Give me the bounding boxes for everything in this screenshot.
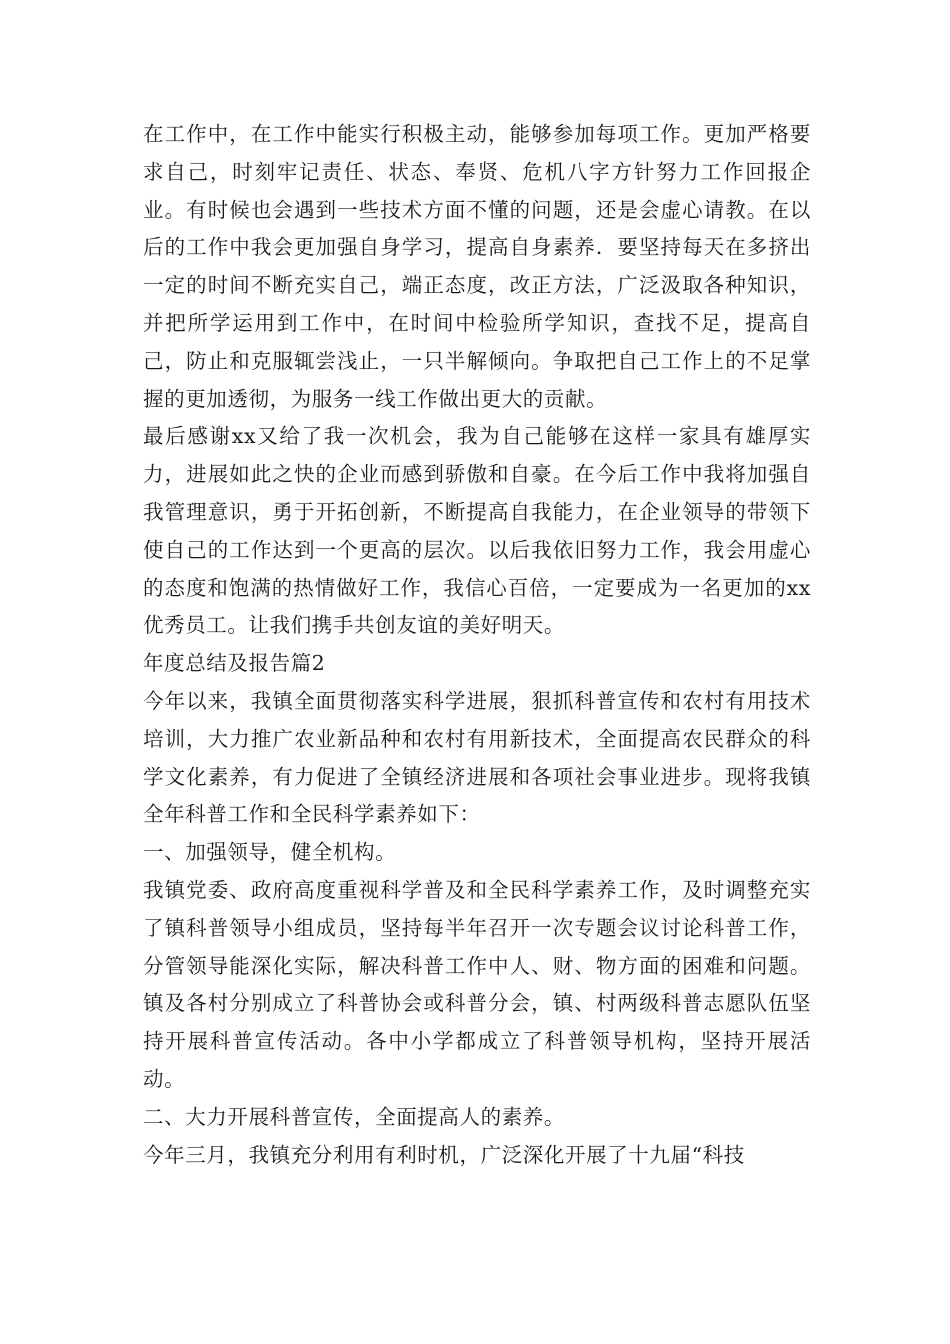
document-body: [143, 116, 811, 1174]
paragraph-work-attitude: 在工作中，在工作中能实行积极主动，能够参加每项工作。更加严格要求自己，时刻牢记责任、状态、奉贤、危机八字方针努力工作回报企业。有时候也会遇到一些技术方面不懂的问题，还是会虚心请教。在以后的工作中我会更加强自身学习，提高自身素养．要坚持每天在多挤出一定的时间不断充实自己，端正态度，改正方法，广泛汲取各种知识，并把所学运用到工作中，在时间中检验所学知识，查找不足，提高自己，防止和克服辄尝浅止，一只半解倾向。争取把自己工作上的不足掌握的更加透彻，为服务一线工作做出更大的贡献。: [143, 122, 811, 411]
paragraph-thanks: 最后感谢xx又给了我一次机会，我为自己能够在这样一家具有雄厚实力，进展如此之快的企业而感到骄傲和自豪。在今后工作中我将加强自我管理意识，勇于开拓创新，不断提高自我能力，在企业领导的带领下使自己的工作达到一个更高的层次。以后我依旧努力工作，我会用虚心的态度和饱满的热情做好工作，我信心百倍，一定要成为一名更加的xx优秀员工。让我们携手共创友谊的美好明天。: [143, 424, 811, 638]
paragraph-intro: 今年以来，我镇全面贯彻落实科学进展，狠抓科普宣传和农村有用技术培训，大力推广农业新品种和农村有用新技术，全面提高农民群众的科学文化素养，有力促进了全镇经济进展和各项社会事业进步。现将我镇全年科普工作和全民科学素养如下：: [143, 688, 811, 827]
paragraph-publicity: 今年三月，我镇充分利用有利时机，广泛深化开展了十九届“科技: [143, 1142, 745, 1167]
paragraph-leadership: 我镇党委、政府高度重视科学普及和全民科学素养工作，及时调整充实了镇科普领导小组成员，坚持每半年召开一次专题会议讨论科普工作，分管领导能深化实际，解决科普工作中人、财、物方面的困难和问题。镇及各村分别成立了科普协会或科普分会，镇、村两级科普志愿队伍坚持开展科普宣传活动。各中小学都成立了科普领导机构，坚持开展活动。: [143, 877, 811, 1091]
section-title: 年度总结及报告篇2: [143, 651, 326, 676]
heading-publicity: 二、大力开展科普宣传，全面提高人的素养。: [143, 1104, 565, 1129]
heading-leadership: 一、加强领导，健全机构。: [143, 840, 397, 865]
